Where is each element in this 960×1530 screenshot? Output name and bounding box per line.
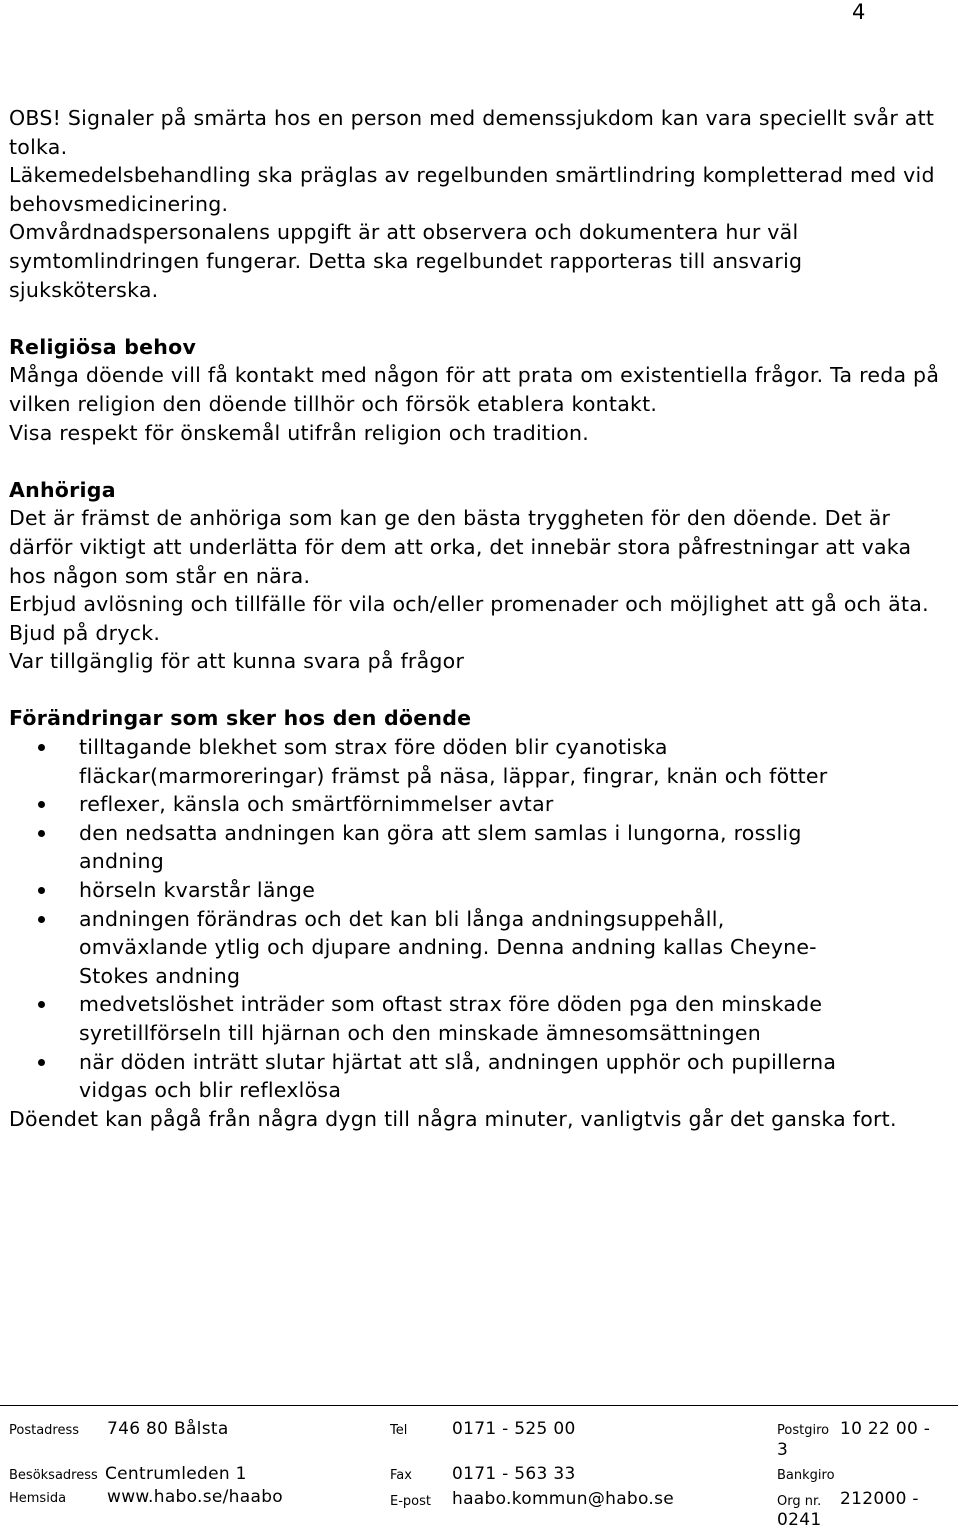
intro-paragraph-3: Omvårdnadspersonalens uppgift är att observera och dokumentera hur väl symtomlindringen fungerar. Detta ska regelbundet rapporteras till ansvarig sjuksköterska. — [9, 220, 803, 302]
tel-label: Tel — [390, 1423, 408, 1438]
religion-paragraph-2: Visa respekt för önskemål utifrån religion och tradition. — [9, 420, 590, 445]
org-value: 212000 - — [840, 1489, 919, 1509]
list-item-text: tilltagande blekhet som strax före döden blir cyanotiska fläckar(marmoreringar) främst på näsa, läppar, fingrar, knän och fötter — [79, 735, 828, 788]
postal-label: Postadress — [9, 1423, 80, 1438]
list-item-text: när döden inträtt slutar hjärtat att slå, andningen upphör och pupillerna vidgas och blir reflexlösa — [79, 1049, 837, 1103]
religion-paragraph-1: Många döende vill få kontakt med någon för att prata om existentiella frågor. Ta reda på vilken religion den döende tillhör och försök etablera kontakt. — [9, 363, 940, 416]
email-label: E-post — [390, 1494, 431, 1509]
closing-paragraph: Döendet kan pågå från några dygn till några minuter, vanligtvis går det ganska fort. — [9, 1106, 897, 1131]
visit-label: Besöksadress — [9, 1468, 98, 1483]
list-item-text: andningen förändras och det kan bli långa andningsuppehåll, omväxlande ytlig och djupare andning. Denna andning kallas Cheyne-Stokes andning — [79, 906, 817, 988]
tel-value: 0171 - 525 00 — [452, 1419, 576, 1439]
fax-value: 0171 - 563 33 — [452, 1464, 576, 1484]
postgiro-value: 10 22 00 - — [840, 1419, 931, 1439]
bankgiro-label: Bankgiro — [777, 1468, 835, 1483]
list-item-text: reflexer, känsla och smärtförnimmelser avtar — [79, 792, 554, 817]
web-label: Hemsida — [9, 1491, 67, 1506]
postgiro-label: Postgiro — [777, 1423, 830, 1438]
visit-value: Centrumleden 1 — [105, 1464, 247, 1484]
org-label: Org nr. — [777, 1494, 822, 1509]
religion-heading: Religiösa behov — [9, 334, 197, 359]
intro-paragraph-1: OBS! Signaler på smärta hos en person med demenssjukdom kan vara speciellt svår att tolka. — [9, 106, 935, 159]
relatives-heading: Anhöriga — [9, 477, 116, 502]
page-number: 4 — [852, 0, 866, 24]
list-item-text: hörseln kvarstår länge — [79, 878, 316, 903]
email-link[interactable]: haabo.kommun@habo.se — [452, 1489, 675, 1509]
relatives-paragraph-2: Erbjud avlösning och tillfälle för vila och/eller promenader och möjlighet att gå och äta. Bjud på dryck. — [9, 592, 929, 645]
postgiro-value-cont: 3 — [777, 1440, 789, 1460]
relatives-paragraph-1: Det är främst de anhöriga som kan ge den bästa tryggheten för den döende. Det är därför viktigt att underlätta för dem att orka, det innebär stora påfrestningar att vaka hos någon som står en nära. — [9, 506, 912, 588]
intro-paragraph-2: Läkemedelsbehandling ska präglas av regelbunden smärtlindring kompletterad med vid behovsmedicinering. — [9, 163, 935, 216]
web-link[interactable]: www.habo.se/haabo — [107, 1487, 283, 1507]
org-value-cont: 0241 — [777, 1510, 822, 1530]
postal-value: 746 80 Bålsta — [107, 1419, 229, 1439]
list-item-text: medvetslöshet inträder som oftast strax före döden pga den minskade syretillförseln till hjärnan och den minskade ämnesomsättningen — [79, 992, 823, 1045]
fax-label: Fax — [390, 1468, 412, 1483]
changes-heading: Förändringar som sker hos den döende — [9, 706, 472, 731]
list-item-text: den nedsatta andningen kan göra att slem samlas i lungorna, rosslig andning — [79, 820, 802, 874]
relatives-paragraph-3: Var tillgänglig för att kunna svara på frågor — [9, 649, 465, 674]
